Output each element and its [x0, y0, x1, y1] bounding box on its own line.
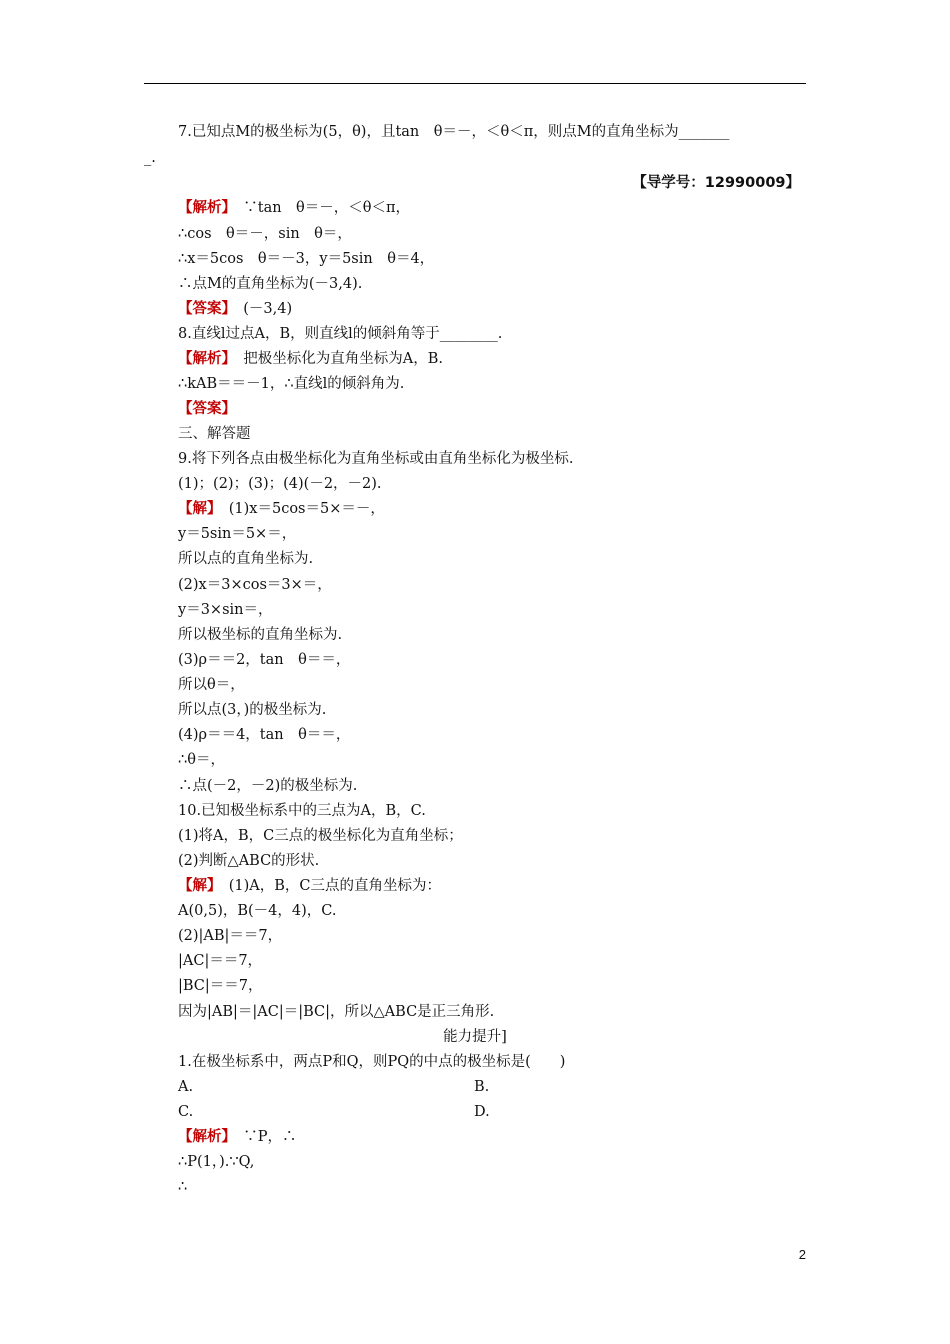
q9-solution-line-6: 所以极坐标的直角坐标为. [178, 627, 343, 643]
q8-analysis-text: 把极坐标化为直角坐标为A，B. [228, 351, 443, 367]
q8-analysis-line-1 [178, 349, 443, 369]
p1-analysis-line-2: ∴P(1，).∵Q, [178, 1154, 255, 1170]
q10-solution-line-5: |BC|＝＝7， [178, 978, 263, 994]
header-rule [144, 83, 806, 84]
q9-stem: 9.将下列各点由极坐标化为直角坐标或由直角坐标化为极坐标. [178, 451, 574, 467]
analysis-tag: 【解析】 [178, 1129, 229, 1145]
option-c: C. [178, 1104, 194, 1120]
q10-stem: 10.已知极坐标系中的三点为A，B，C. [178, 803, 426, 819]
q9-solution-line-9: 所以点(3，)的极坐标为. [178, 702, 327, 718]
q9-solution-line-3: 所以点的直角坐标为. [178, 551, 314, 567]
solution-tag: 【解】 [178, 501, 215, 517]
q10-solution-line-1 [178, 876, 441, 896]
q8-stem: 8.直线l过点A，B，则直线l的倾斜角等于________. [178, 326, 503, 342]
q7-analysis-line-3: ∴x＝5cos θ＝－3，y＝5sin θ＝4， [178, 251, 435, 267]
answer-tag: 【答案】 [178, 301, 229, 317]
q10-solution-text: (1)A，B，C三点的直角坐标为： [214, 878, 442, 894]
option-a: A. [178, 1079, 194, 1095]
answer-tag: 【答案】 [178, 401, 236, 417]
q9-parts: (1)；(2)；(3)；(4)(－2，－2). [178, 476, 382, 492]
q7-analysis-text: ∵tan θ＝－，＜θ＜π， [228, 200, 411, 216]
analysis-tag: 【解析】 [178, 351, 229, 367]
q9-solution-line-7: (3)ρ＝＝2，tan θ＝＝， [178, 652, 351, 668]
q7-answer-line [178, 299, 292, 319]
q9-solution-line-5: y＝3×sin＝， [178, 602, 273, 618]
q8-answer-line [178, 399, 236, 419]
option-d: D. [474, 1104, 490, 1120]
option-b: B. [474, 1079, 490, 1095]
q7-analysis-line-4: ∴点M的直角坐标为(－3,4). [178, 276, 363, 292]
q7-answer-text: (－3,4) [228, 301, 293, 317]
p1-stem: 1.在极坐标系中，两点P和Q，则PQ的中点的极坐标是( ) [178, 1054, 566, 1070]
page-number: 2 [798, 1247, 806, 1262]
p1-analysis-text: ∵P，∴ [228, 1129, 297, 1145]
q9-solution-line-11: ∴θ＝， [178, 752, 225, 768]
q10-solution-line-6: 因为|AB|＝|AC|＝|BC|，所以△ABC是正三角形. [178, 1004, 495, 1020]
p1-analysis-line-3: ∴ [178, 1179, 188, 1195]
q7-analysis-line-2: ∴cos θ＝－，sin θ＝， [178, 226, 352, 242]
analysis-tag: 【解析】 [178, 200, 229, 216]
q9-solution-line-1 [178, 499, 385, 519]
q9-solution-line-2: y＝5sin＝5×＝， [178, 526, 297, 542]
q10-solution-line-4: |AC|＝＝7， [178, 953, 263, 969]
q10-solution-line-3: (2)|AB|＝＝7， [178, 928, 283, 944]
q10-part-2: (2)判断△ABC的形状. [178, 853, 320, 869]
q9-solution-line-12: ∴点(－2，－2)的极坐标为. [178, 778, 358, 794]
solution-tag: 【解】 [178, 878, 215, 894]
q8-analysis-line-2: ∴kAB＝＝－1，∴直线l的倾斜角为. [178, 376, 405, 392]
q9-solution-line-10: (4)ρ＝＝4，tan θ＝＝， [178, 727, 351, 743]
q9-solution-text: (1)x＝5cos＝5×＝－， [214, 501, 385, 517]
q7-stem: 7.已知点M的极坐标为(5，θ)，且tan θ＝－，＜θ＜π，则点M的直角坐标为_______ [178, 124, 730, 140]
q10-part-1: (1)将A，B，C三点的极坐标化为直角坐标； [178, 828, 463, 844]
q10-solution-line-2: A(0,5)，B(－4，4)，C. [178, 903, 337, 919]
q9-solution-line-4: (2)x＝3×cos＝3×＝， [178, 577, 332, 593]
guide-number: 【导学号：12990009】 [632, 175, 800, 191]
p1-analysis-line-1 [178, 1127, 297, 1147]
ability-section-title: 能力提升] [443, 1029, 507, 1045]
q7-blank-continuation: _. [144, 150, 156, 166]
q7-analysis-line-1 [178, 198, 410, 218]
q9-solution-line-8: 所以θ＝， [178, 677, 245, 693]
section-heading: 三、解答题 [178, 426, 251, 442]
